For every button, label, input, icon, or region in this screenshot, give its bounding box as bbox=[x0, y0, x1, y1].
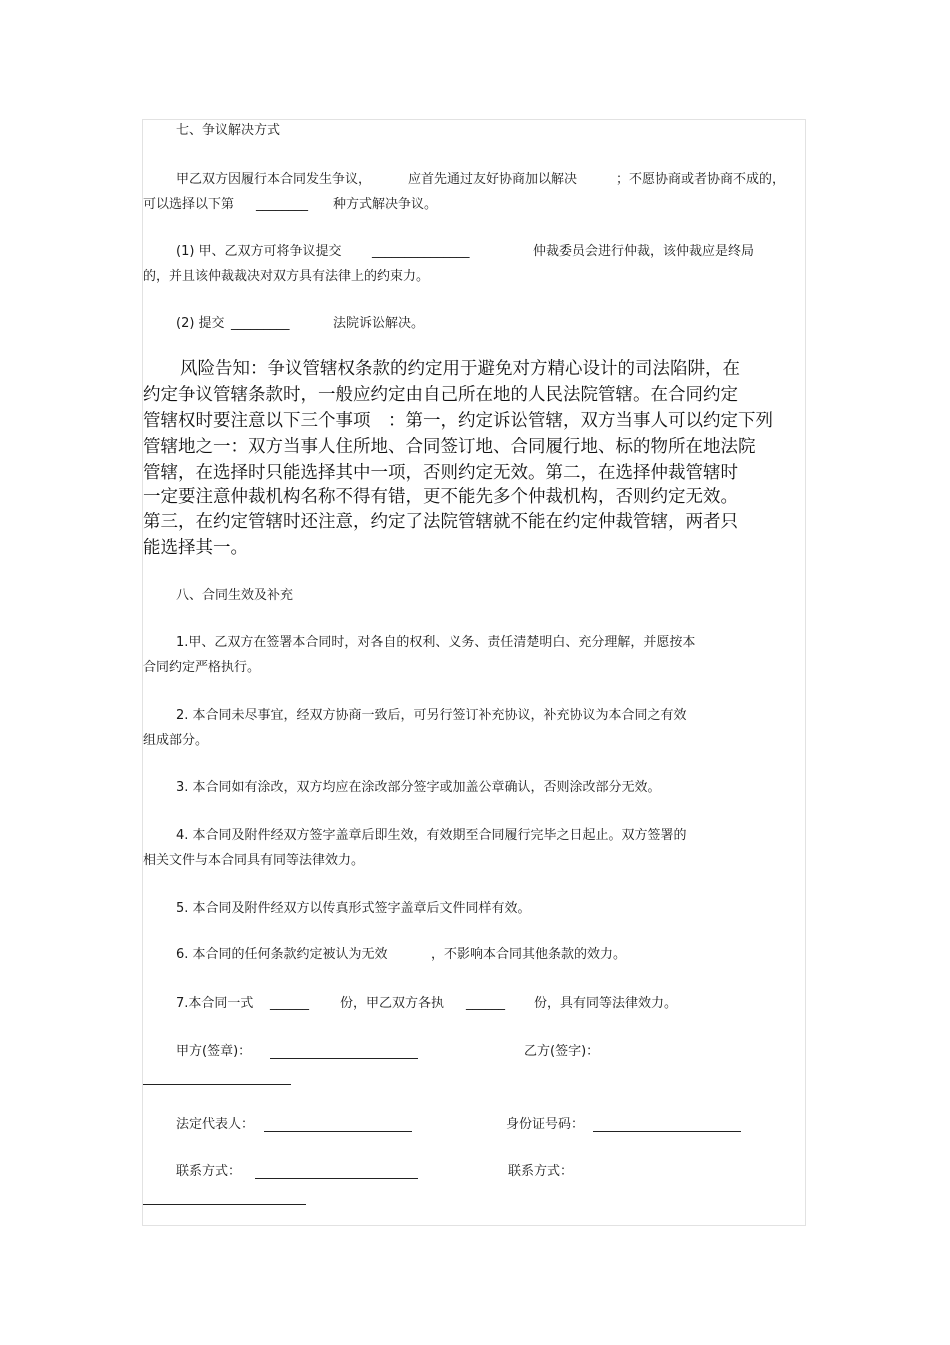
sec7-p2-a: (1) 甲、乙双方可将争议提交 bbox=[176, 244, 342, 259]
sec8-item2-a: 2. 本合同未尽事宜，经双方协商一致后，可另行签订补充协议，补充协议为本合同之有效 bbox=[176, 708, 687, 723]
legal-rep-label: 法定代表人： bbox=[176, 1117, 255, 1132]
id-number-line bbox=[593, 1131, 741, 1132]
sec7-p1-e: 种方式解决争议。 bbox=[333, 197, 438, 212]
sec7-p1-a: 甲乙双方因履行本合同发生争议， bbox=[176, 172, 372, 187]
contact-a-label: 联系方式： bbox=[176, 1164, 242, 1179]
sec7-p1-blank: ________ bbox=[256, 197, 308, 212]
risk-line-3: 管辖权时要注意以下三个事项 ：第一，约定诉讼管辖，双方当事人可以约定下列 bbox=[143, 411, 773, 431]
party-b-label: 乙方(签字)： bbox=[524, 1044, 600, 1059]
sec8-item4-a: 4. 本合同及附件经双方签字盖章后即生效，有效期至合同履行完毕之日起止。双方签署的 bbox=[176, 828, 687, 843]
risk-line-4: 管辖地之一：双方当事人住所地、合同签订地、合同履行地、标的物所在地法院 bbox=[143, 437, 756, 457]
section-7-heading: 七、争议解决方式 bbox=[176, 123, 281, 138]
party-a-label: 甲方(签章)： bbox=[176, 1044, 252, 1059]
sec8-item7-a: 7.本合同一式 bbox=[176, 996, 254, 1011]
contact-a-line bbox=[255, 1178, 418, 1179]
sec8-item3: 3. 本合同如有涂改，双方均应在涂改部分签字或加盖公章确认，否则涂改部分无效。 bbox=[176, 780, 661, 795]
risk-line-5: 管辖，在选择时只能选择其中一项，否则约定无效。第二，在选择仲裁管辖时 bbox=[143, 463, 738, 483]
sec8-item1-b: 合同约定严格执行。 bbox=[143, 660, 261, 675]
sec8-item5: 5. 本合同及附件经双方以传真形式签字盖章后文件同样有效。 bbox=[176, 901, 531, 916]
sec8-item4-b: 相关文件与本合同具有同等法律效力。 bbox=[143, 853, 365, 868]
risk-line-1: 风险告知：争议管辖权条款的约定用于避免对方精心设计的司法陷阱，在 bbox=[180, 359, 740, 379]
contact-b-label: 联系方式： bbox=[508, 1164, 574, 1179]
section-8-heading: 八、合同生效及补充 bbox=[176, 588, 294, 603]
risk-line-7: 第三，在约定管辖时还注意，约定了法院管辖就不能在约定仲裁管辖，两者只 bbox=[143, 512, 738, 532]
sec8-item7-b: 份，甲乙双方各执 bbox=[340, 996, 445, 1011]
sec7-p1-b: 应首先通过友好协商加以解决 bbox=[408, 172, 578, 187]
risk-line-2: 约定争议管辖条款时，一般应约定由自己所在地的人民法院管辖。在合同约定 bbox=[143, 385, 738, 405]
contact-b-line bbox=[143, 1204, 306, 1205]
sec7-p2-b: 仲裁委员会进行仲裁，该仲裁应是终局 bbox=[533, 244, 755, 259]
sec7-p3-blank: _________ bbox=[231, 316, 290, 331]
risk-line-6: 一定要注意仲裁机构名称不得有错，更不能先多个仲裁机构，否则约定无效。 bbox=[143, 487, 738, 507]
party-b-signature-line bbox=[143, 1084, 291, 1085]
sec7-p1-c: ；不愿协商或者协商不成的， bbox=[616, 172, 786, 187]
risk-line-8: 能选择其一。 bbox=[143, 538, 248, 558]
party-a-signature-line bbox=[270, 1058, 418, 1059]
id-number-label: 身份证号码： bbox=[506, 1117, 585, 1132]
sec8-item6-b: ，不影响本合同其他条款的效力。 bbox=[431, 947, 627, 962]
sec7-p3-b: 法院诉讼解决。 bbox=[333, 316, 425, 331]
sec7-p2-blank: _______________ bbox=[372, 244, 470, 259]
sec8-item6-a: 6. 本合同的任何条款约定被认为无效 bbox=[176, 947, 388, 962]
sec8-item7-blank1: ______ bbox=[270, 996, 309, 1011]
sec7-p3-a: (2) 提交 bbox=[176, 316, 225, 331]
sec8-item7-blank2: ______ bbox=[466, 996, 505, 1011]
sec8-item7-c: 份，具有同等法律效力。 bbox=[534, 996, 678, 1011]
legal-rep-line bbox=[264, 1131, 412, 1132]
sec8-item2-b: 组成部分。 bbox=[143, 733, 209, 748]
sec7-p1-d: 可以选择以下第 bbox=[143, 197, 235, 212]
sec7-p2-c: 的，并且该仲裁裁决对双方具有法律上的约束力。 bbox=[143, 269, 430, 284]
sec8-item1-a: 1.甲、乙双方在签署本合同时，对各自的权利、义务、责任清楚明白、充分理解，并愿按本 bbox=[176, 635, 696, 650]
